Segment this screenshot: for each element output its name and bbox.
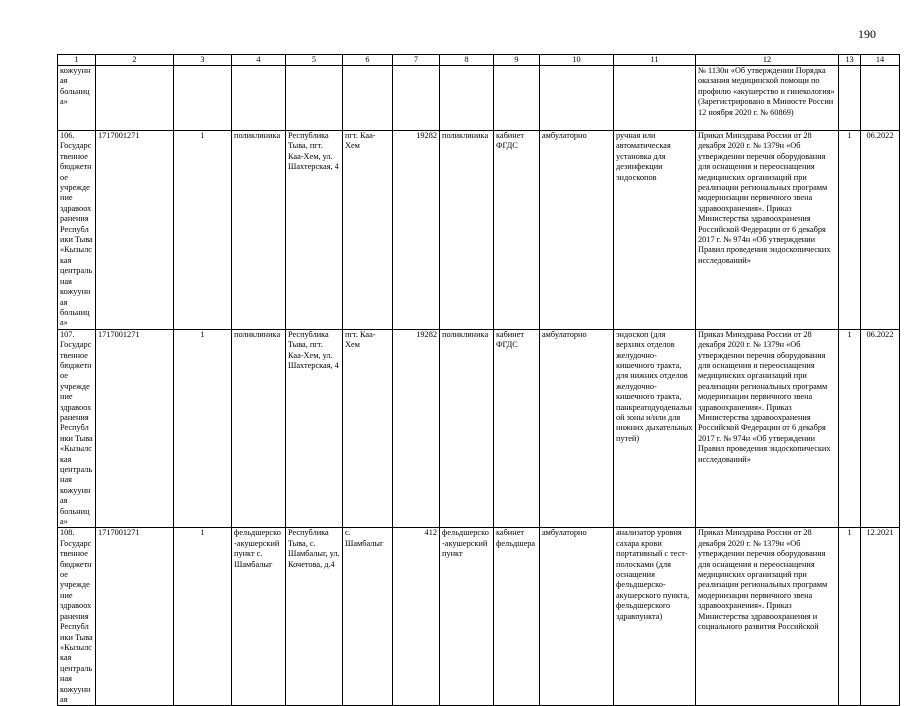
header-row [58, 55, 900, 66]
cell-equipment: анализатор уровня сахара крови портативный с тест-полосками (для оснащения фельдшерско-акушерского пункта, фельдшерского здравпункта) [614, 528, 696, 706]
cell-equipment: ручная или автоматическая установка для дезинфекции эндоскопов [614, 131, 696, 330]
cell-date [861, 66, 900, 131]
cell-regulation: Приказ Минздрава России от 28 декабря 2020 г. № 1379н «Об утверждении перечня оборудования для оснащения и переоснащения медицинских организаций при реализации региональных программ модернизации первичного звена здравоохранения». Приказ Министерства здравоохранения Российской Федерации от 6 декабря 2017 г. № 974н «Об утверждении Правил проведения эндоскопических исследований» [696, 329, 839, 528]
cell-count: 1 [174, 131, 232, 330]
cell-count: 1 [174, 329, 232, 528]
cell-date: 06.2022 [861, 131, 900, 330]
column-header: 1 [58, 55, 96, 66]
cell-equipment: эндоскоп (для верхних отделов желудочно-кишечного тракта, для нижних отделов желудочно-кишечного тракта, панкреатодуоденальной зоны и/или для нижних дыхательных путей) [614, 329, 696, 528]
cell-population: 412 [393, 528, 440, 706]
cell-count: 1 [174, 528, 232, 706]
cell-care-type: амбулаторно [540, 528, 614, 706]
cell-settlement: пгт. Каа-Хем [343, 329, 393, 528]
cell-settlement: пгт. Каа-Хем [343, 131, 393, 330]
cell-quantity [839, 66, 861, 131]
column-header: 11 [614, 55, 696, 66]
cell-inn [96, 66, 174, 131]
column-header: 13 [839, 55, 861, 66]
table-row [58, 131, 900, 330]
cell-address: Республика Тыва, пгт. Каа-Хем, ул. Шахтерская, 4 [286, 329, 343, 528]
cell-regulation: № 1130н «Об утверждении Порядка оказания медицинской помощи по профилю «акушерство и гинекология» (Зарегистрировано в Минюсте России 12 ноября 2020 г. № 60869) [696, 66, 839, 131]
column-header: 6 [343, 55, 393, 66]
cell-population: 19282 [393, 131, 440, 330]
cell-regulation: Приказ Минздрава России от 28 декабря 2020 г. № 1379н «Об утверждении перечня оборудования для оснащения и переоснащения медицинских организаций при реализации региональных программ модернизации первичного звена здравоохранения». Приказ Министерства здравоохранения Российской Федерации от 6 декабря 2017 г. № 974н «Об утверждении Правил проведения эндоскопических исследований» [696, 131, 839, 330]
equipment-table [57, 54, 900, 706]
cell-quantity: 1 [839, 329, 861, 528]
column-header: 10 [540, 55, 614, 66]
column-header: 3 [174, 55, 232, 66]
cell-cabinet: кабинет фельдшера [494, 528, 540, 706]
cell-population: 19282 [393, 329, 440, 528]
cell-unit-type: поликлиника [232, 329, 286, 528]
cell-inn: 1717001271 [96, 528, 174, 706]
cell-date: 12.2021 [861, 528, 900, 706]
cell-organization: 106. Государственное бюджетное учреждение здравоохранения Республики Тыва «Кызылская центральная кожуунная больница» [58, 131, 96, 330]
cell-care-type: амбулаторно [540, 131, 614, 330]
column-header: 12 [696, 55, 839, 66]
cell-department: поликлиника [440, 131, 494, 330]
cell-organization: кожуунная больница» [58, 66, 96, 131]
table-row [58, 528, 900, 706]
cell-quantity: 1 [839, 131, 861, 330]
page-number: 190 [858, 27, 876, 41]
table-row [58, 329, 900, 528]
cell-organization: 107. Государственное бюджетное учреждение здравоохранения Республики Тыва «Кызылская центральная кожуунная больница» [58, 329, 96, 528]
column-header: 7 [393, 55, 440, 66]
cell-settlement: с. Шамбалыг [343, 528, 393, 706]
cell-date: 06.2022 [861, 329, 900, 528]
column-header: 4 [232, 55, 286, 66]
cell-inn: 1717001271 [96, 329, 174, 528]
cell-inn: 1717001271 [96, 131, 174, 330]
column-header: 9 [494, 55, 540, 66]
cell-organization: 108. Государственное бюджетное учреждение здравоохранения Республики Тыва «Кызылская центральная кожуунная [58, 528, 96, 706]
column-header: 8 [440, 55, 494, 66]
cell-settlement [343, 66, 393, 131]
cell-address: Республика Тыва, с. Шамбалыг, ул. Кочетова, д.4 [286, 528, 343, 706]
cell-quantity: 1 [839, 528, 861, 706]
table-row [58, 66, 900, 131]
column-header: 5 [286, 55, 343, 66]
cell-count [174, 66, 232, 131]
column-header: 2 [96, 55, 174, 66]
cell-cabinet: кабинет ФГДС [494, 329, 540, 528]
cell-unit-type: фельдшерско-акушерский пункт с. Шамбалыг [232, 528, 286, 706]
cell-cabinet: кабинет ФГДС [494, 131, 540, 330]
cell-equipment [614, 66, 696, 131]
cell-address [286, 66, 343, 131]
cell-department: поликлиника [440, 329, 494, 528]
cell-unit-type [232, 66, 286, 131]
cell-department [440, 66, 494, 131]
cell-population [393, 66, 440, 131]
column-header: 14 [861, 55, 900, 66]
cell-care-type [540, 66, 614, 131]
cell-department: фельдшерско-акушерский пункт [440, 528, 494, 706]
cell-cabinet [494, 66, 540, 131]
cell-regulation: Приказ Минздрава России от 28 декабря 2020 г. № 1379н «Об утверждении перечня оборудования для оснащения и переоснащения медицинских организаций при реализации региональных программ модернизации первичного звена здравоохранения». Приказ Министерства здравоохранения и социального развития Российской [696, 528, 839, 706]
cell-unit-type: поликлиника [232, 131, 286, 330]
cell-care-type: амбулаторно [540, 329, 614, 528]
cell-address: Республика Тыва, пгт. Каа-Хем, ул. Шахтерская, 4 [286, 131, 343, 330]
